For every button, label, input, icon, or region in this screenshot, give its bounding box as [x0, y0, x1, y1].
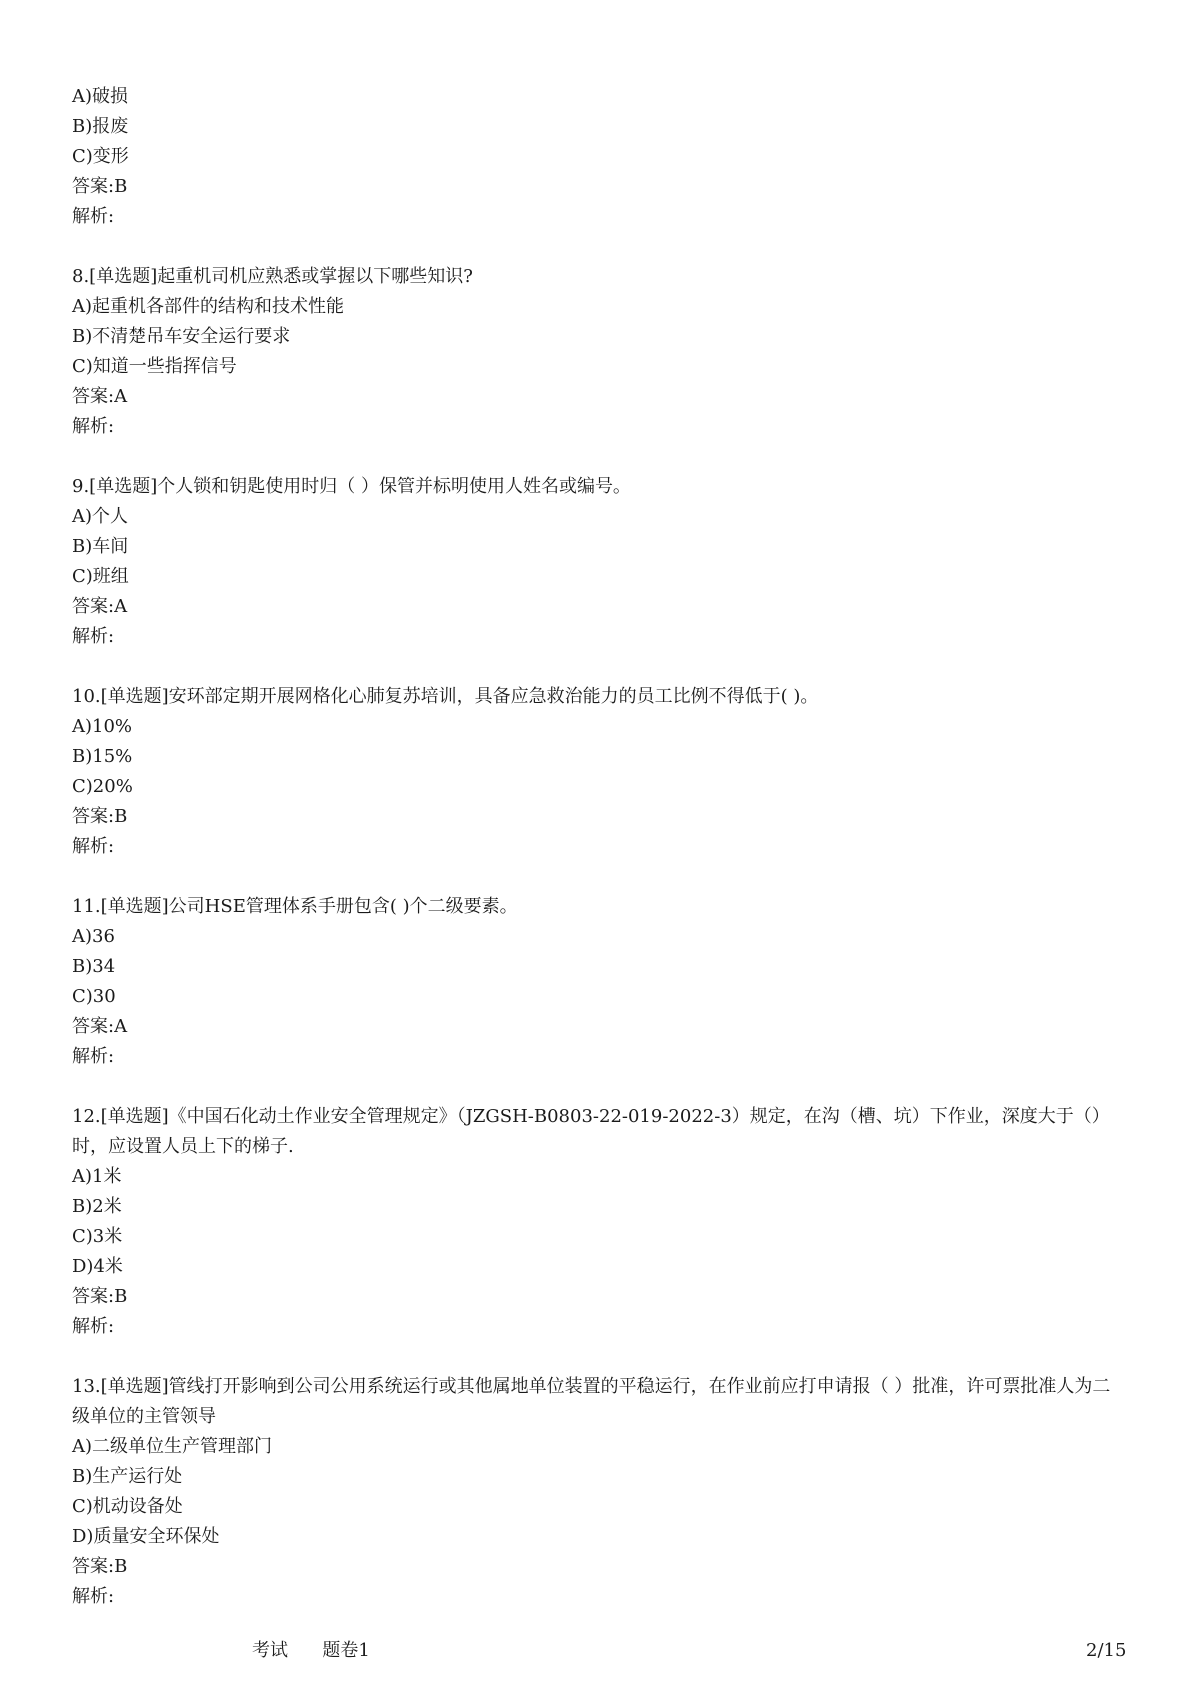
- option-a: A)破损: [72, 86, 129, 107]
- question-text: 8.[单选题]起重机司机应熟悉或掌握以下哪些知识?: [72, 266, 473, 287]
- option-b: B)2米: [72, 1196, 122, 1217]
- option-a: A)个人: [72, 506, 129, 527]
- option-c: C)机动设备处: [72, 1496, 183, 1517]
- question-block-12: [72, 1102, 1122, 1342]
- option-c: C)知道一些指挥信号: [72, 356, 237, 377]
- option-b: B)不清楚吊车安全运行要求: [72, 326, 291, 347]
- option-b: B)15%: [72, 746, 133, 767]
- question-text: 10.[单选题]安环部定期开展网格化心肺复苏培训，具备应急救治能力的员工比例不得低于( )。: [72, 686, 819, 707]
- option-c: C)3米: [72, 1226, 123, 1247]
- analysis: 解析:: [72, 206, 115, 227]
- option-a: A)10%: [72, 716, 133, 737]
- question-block-11: [72, 892, 1122, 1072]
- answer: 答案:A: [72, 596, 128, 617]
- analysis: 解析:: [72, 1316, 115, 1337]
- question-text: 11.[单选题]公司HSE管理体系手册包含( )个二级要素。: [72, 896, 518, 917]
- answer: 答案:B: [72, 1286, 128, 1307]
- analysis: 解析:: [72, 626, 115, 647]
- option-b: B)生产运行处: [72, 1466, 183, 1487]
- analysis: 解析:: [72, 1046, 115, 1067]
- question-text: 12.[单选题]《中国石化动土作业安全管理规定》（JZGSH-B0803-22-019-2022-3）规定，在沟（槽、坑）下作业，深度大于（）时，应设置人员上下的梯子.: [72, 1106, 1110, 1157]
- answer: 答案:B: [72, 806, 128, 827]
- option-c: C)班组: [72, 566, 129, 587]
- footer-title: 考试 题卷1: [252, 1640, 370, 1661]
- option-d: D)质量安全环保处: [72, 1526, 220, 1547]
- question-block-8: [72, 262, 1122, 442]
- question-block-7-continued: [72, 82, 1122, 232]
- answer: 答案:B: [72, 1556, 128, 1577]
- option-a: A)起重机各部件的结构和技术性能: [72, 296, 345, 317]
- page-number: 2/15: [1086, 1640, 1127, 1661]
- option-d: D)4米: [72, 1256, 123, 1277]
- option-a: A)36: [72, 926, 115, 947]
- answer: 答案:B: [72, 176, 128, 197]
- option-a: A)二级单位生产管理部门: [72, 1436, 273, 1457]
- option-c: C)变形: [72, 146, 129, 167]
- answer: 答案:A: [72, 1016, 128, 1037]
- question-block-9: [72, 472, 1122, 652]
- option-a: A)1米: [72, 1166, 122, 1187]
- option-b: B)报废: [72, 116, 129, 137]
- analysis: 解析:: [72, 1586, 115, 1607]
- document-page: [72, 82, 1122, 1642]
- page-footer: [0, 1636, 1190, 1666]
- option-b: B)车间: [72, 536, 129, 557]
- option-c: C)20%: [72, 776, 133, 797]
- analysis: 解析:: [72, 836, 115, 857]
- question-block-10: [72, 682, 1122, 862]
- option-b: B)34: [72, 956, 116, 977]
- question-text: 9.[单选题]个人锁和钥匙使用时归（ ）保管并标明使用人姓名或编号。: [72, 476, 631, 497]
- option-c: C)30: [72, 986, 116, 1007]
- answer: 答案:A: [72, 386, 128, 407]
- question-text: 13.[单选题]管线打开影响到公司公用系统运行或其他属地单位装置的平稳运行，在作业前应打申请报（ ）批准，许可票批准人为二级单位的主管领导: [72, 1376, 1111, 1427]
- question-block-13: [72, 1372, 1122, 1612]
- analysis: 解析:: [72, 416, 115, 437]
